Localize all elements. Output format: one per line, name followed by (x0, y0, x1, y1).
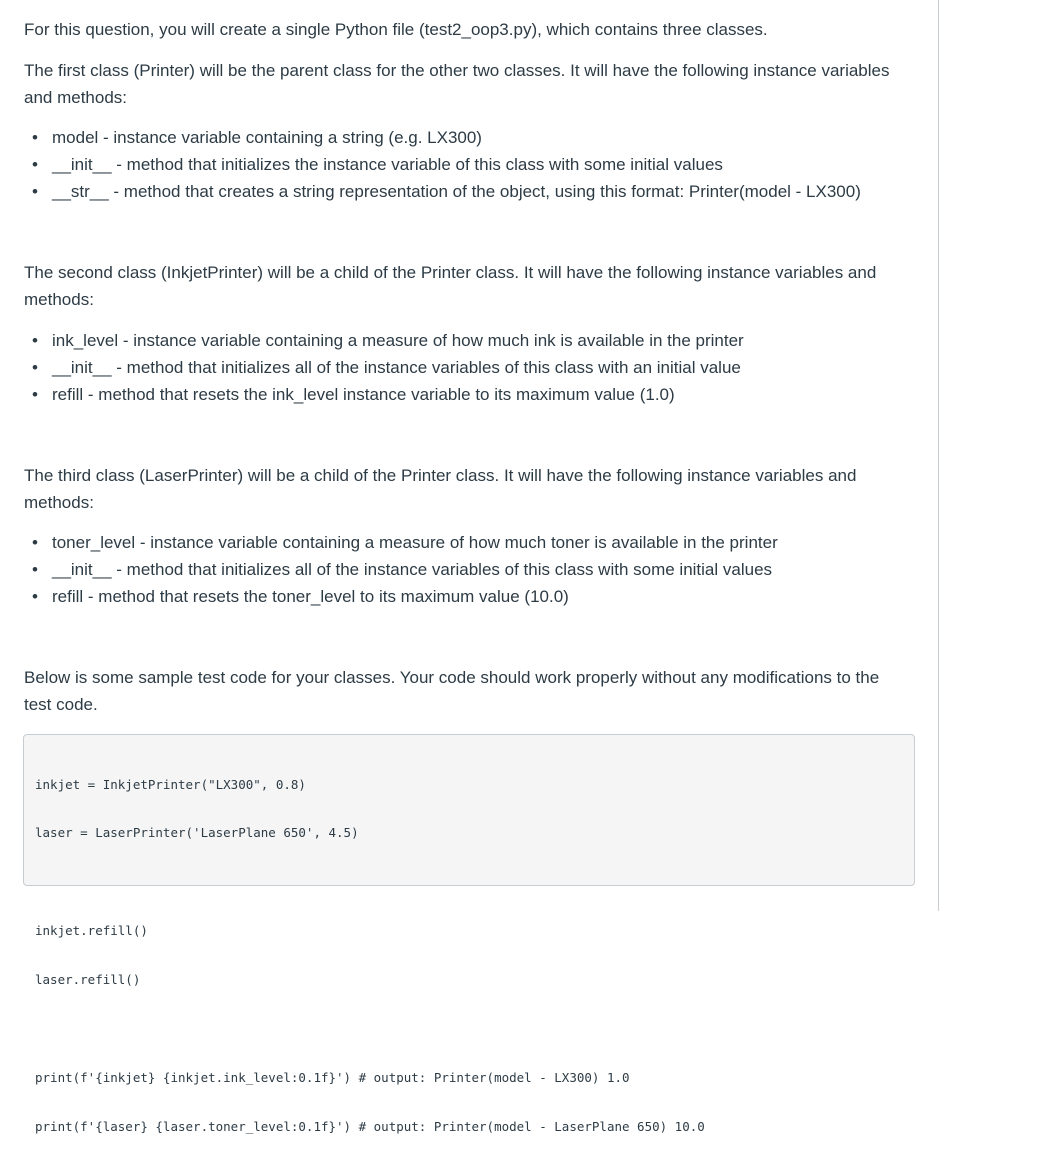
list-item: • model - instance variable containing a string (e.g. LX300) (52, 124, 947, 151)
printer-class-list (24, 124, 947, 205)
laser-class-paragraph: The third class (LaserPrinter) will be a child of the Printer class. It will have the following instance variables and methods: (24, 466, 857, 512)
list-item: • ink_level - instance variable containing a measure of how much ink is available in the printer (52, 327, 947, 354)
laser-class-list (24, 529, 947, 610)
inkjet-class-list (24, 327, 947, 408)
intro-paragraph: For this question, you will create a single Python file (test2_oop3.py), which contains three classes. (24, 20, 768, 39)
code-line: print(f'{laser} {laser.toner_level:0.1f}') # output: Printer(model - LaserPlane 650) 10.0 (35, 1118, 705, 1134)
code-line: laser.refill() (35, 972, 141, 988)
code-line: inkjet.refill() (35, 923, 148, 939)
bullet-icon: • (32, 155, 38, 174)
code-line: print(f'{inkjet} {inkjet.ink_level:0.1f}') # output: Printer(model - LX300) 1.0 (35, 1069, 630, 1085)
code-blank-line (35, 874, 903, 890)
test-code-paragraph: Below is some sample test code for your classes. Your code should work properly without any modifications to the test code. (24, 668, 880, 714)
code-line: inkjet = InkjetPrinter("LX300", 0.8) (35, 776, 306, 792)
bullet-icon: • (32, 331, 38, 350)
code-block (23, 734, 915, 1134)
bullet-icon: • (32, 560, 38, 579)
list-item: • refill - method that resets the toner_level to its maximum value (10.0) (52, 583, 947, 610)
code-line: laser = LaserPrinter('LaserPlane 650', 4.5) (35, 825, 359, 841)
bullet-icon: • (32, 385, 38, 404)
inkjet-class-paragraph: The second class (InkjetPrinter) will be a child of the Printer class. It will have the following instance variables and methods: (24, 263, 877, 309)
bullet-icon: • (32, 128, 38, 147)
list-item: • __str__ - method that creates a string representation of the object, using this format: Printer(model - LX300) (52, 178, 947, 205)
list-item: • refill - method that resets the ink_level instance variable to its maximum value (1.0) (52, 381, 947, 408)
list-item: • __init__ - method that initializes all of the instance variables of this class with an initial value (52, 354, 947, 381)
list-item: • __init__ - method that initializes the instance variable of this class with some initial values (52, 151, 947, 178)
bullet-icon: • (32, 587, 38, 606)
code-blank-line (35, 1021, 903, 1037)
bullet-icon: • (32, 358, 38, 377)
bullet-icon: • (32, 533, 38, 552)
list-item: • toner_level - instance variable containing a measure of how much toner is available in the printer (52, 529, 947, 556)
printer-class-paragraph: The first class (Printer) will be the parent class for the other two classes. It will have the following instance variables and methods: (24, 61, 890, 107)
list-item: • __init__ - method that initializes all of the instance variables of this class with some initial values (52, 556, 947, 583)
bullet-icon: • (32, 182, 38, 201)
